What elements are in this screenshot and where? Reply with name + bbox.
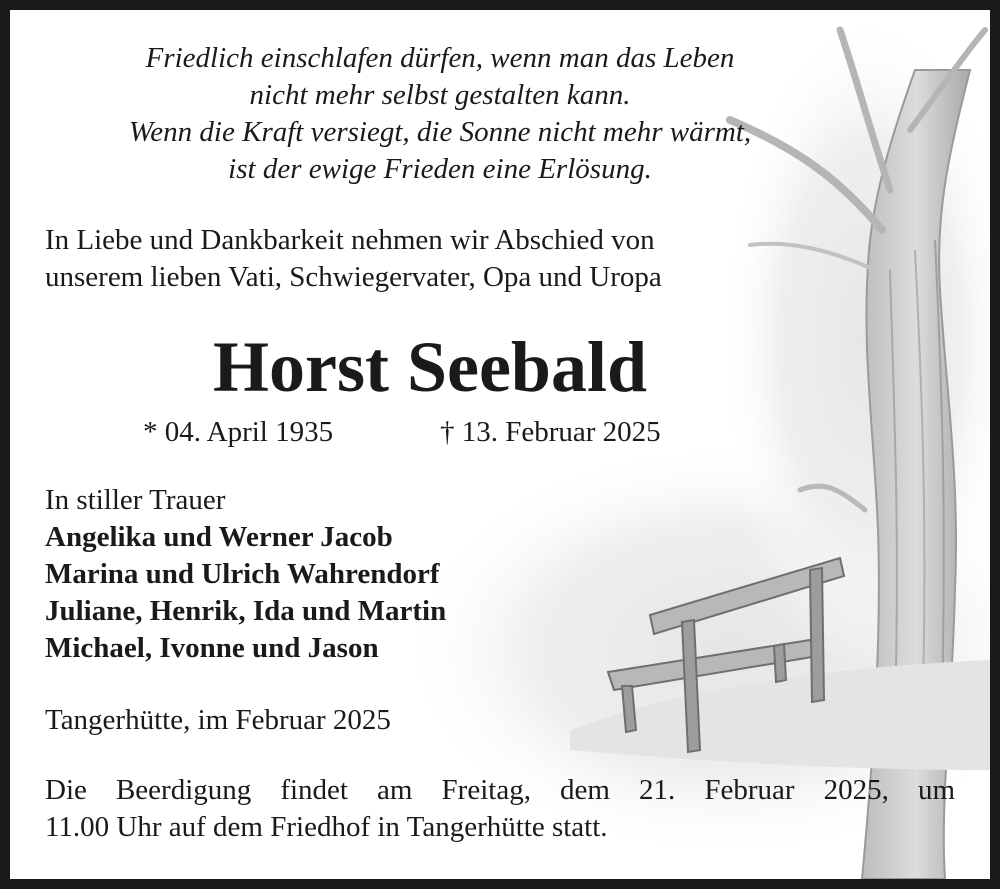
mourner-family: Juliane, Henrik, Ida und Martin bbox=[45, 595, 447, 627]
farewell-intro bbox=[45, 222, 662, 296]
place-and-date: Tangerhütte, im Februar 2025 bbox=[45, 704, 391, 736]
intro-line: unserem lieben Vati, Schwiegervater, Opa und Uropa bbox=[45, 261, 662, 293]
poem-line: nicht mehr selbst gestalten kann. bbox=[249, 79, 631, 111]
mourners-heading: In stiller Trauer bbox=[45, 484, 226, 516]
poem-line: Wenn die Kraft versiegt, die Sonne nicht mehr wärmt, bbox=[128, 116, 752, 148]
mourner-family: Angelika und Werner Jacob bbox=[45, 521, 393, 553]
mourner-family: Michael, Ivonne und Jason bbox=[45, 632, 379, 664]
deceased-name: Horst Seebald bbox=[212, 327, 647, 407]
birth-date: * 04. April 1935 bbox=[143, 416, 334, 448]
death-date: † 13. Februar 2025 bbox=[440, 416, 661, 448]
intro-line: In Liebe und Dankbarkeit nehmen wir Abschied von bbox=[45, 224, 655, 256]
poem bbox=[10, 40, 870, 188]
funeral-info bbox=[45, 772, 955, 846]
funeral-line: Die Beerdigung findet am Freitag, dem 21. Februar 2025, um bbox=[45, 774, 955, 806]
mourner-family: Marina und Ulrich Wahrendorf bbox=[45, 558, 440, 590]
mourners-list bbox=[45, 482, 446, 667]
funeral-line: 11.00 Uhr auf dem Friedhof in Tangerhütte statt. bbox=[45, 811, 608, 843]
poem-line: ist der ewige Frieden eine Erlösung. bbox=[228, 153, 652, 185]
poem-line: Friedlich einschlafen dürfen, wenn man das Leben bbox=[145, 42, 735, 74]
